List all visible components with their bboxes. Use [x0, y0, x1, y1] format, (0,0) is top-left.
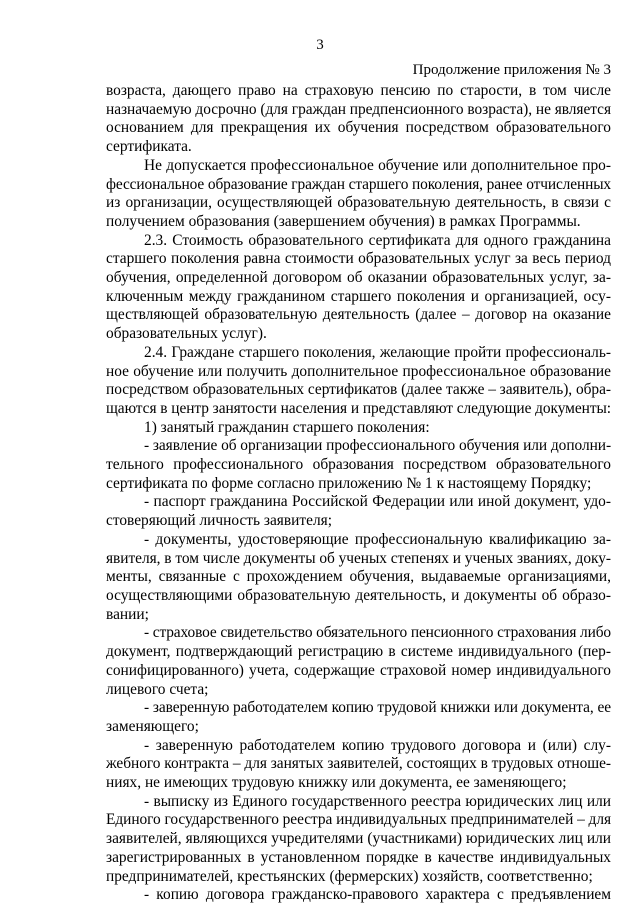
text-line: Единого государственного реестра индивидуальных предпринимателей – для — [106, 811, 611, 829]
text-line: документ, подтверждающий регистрацию в системе индивидуального (пер- — [106, 643, 611, 661]
text-line: 1) занятый гражданин старшего поколения: — [144, 418, 430, 436]
text-line: осуществляющими образовательную деятельность, и документы об образо- — [106, 586, 611, 604]
text-line: образовательных услуг). — [106, 325, 267, 343]
text-line: лицевого счета; — [106, 680, 209, 698]
text-line: Не допускается профессиональное обучение или дополнительное про- — [144, 156, 611, 174]
text-line: сонифицированного) учета, содержащие страховой номер индивидуального — [106, 661, 611, 679]
text-line: назначаемую досрочно (для граждан предпенсионного возраста), не является — [106, 100, 612, 118]
text-line: посредством образовательных сертификатов (далее также – заявитель), обра- — [106, 381, 611, 399]
text-line: менты, связанные с прохождением обучения, выдаваемые организациями, — [106, 568, 611, 586]
text-line: сертификата. — [106, 138, 192, 156]
text-line: - копию договора гражданско-правового характера с предъявлением — [144, 886, 611, 904]
text-line: 2.4. Граждане старшего поколения, желающие пройти профессиональ- — [144, 343, 611, 361]
text-line: обучения, определенной договором об оказании образовательных услуг, за- — [106, 269, 611, 287]
text-line: вании; — [106, 605, 149, 623]
text-line: сертификата по форме согласно приложению № 1 к настоящему Порядку; — [106, 474, 592, 492]
text-line: из организации, осуществляющей образовательную деятельность, в связи с — [106, 194, 611, 212]
text-line: тельного профессионального образования посредством образовательного — [106, 456, 611, 474]
text-line: зарегистрированных в установленном порядке в качестве индивидуальных — [106, 848, 611, 866]
text-line: - страховое свидетельство обязательного пенсионного страхования либо — [144, 624, 611, 642]
body-text — [106, 82, 611, 905]
page-number: 3 — [316, 37, 324, 53]
text-line: ключенным между гражданином старшего поколения и организацией, осу- — [106, 287, 611, 305]
text-line: заменяющего; — [106, 717, 199, 735]
running-header: Продолжение приложения № 3 — [412, 62, 611, 78]
text-line: получением образования (завершением обучения) в рамках Программы. — [106, 212, 581, 230]
text-line: щаются в центр занятости населения и представляют следующие документы: — [106, 399, 612, 417]
text-line: - заявление об организации профессионального обучения или дополни- — [144, 437, 612, 455]
text-line: 2.3. Стоимость образовательного сертификата для одного гражданина — [144, 231, 611, 249]
text-line: возраста, дающего право на страховую пенсию по старости, в том числе — [106, 82, 611, 99]
text-line: - документы, удостоверяющие профессиональную квалификацию за- — [144, 530, 611, 548]
text-line: фессиональное образование граждан старшего поколения, ранее отчисленных — [106, 175, 612, 193]
text-line: - выписку из Единого государственного реестра юридических лиц или — [144, 792, 611, 810]
text-line: ниях, не имеющих трудовую книжку или документа, ее заменяющего; — [106, 774, 567, 792]
text-line: - заверенную работодателем копию трудовой книжки или документа, ее — [144, 699, 611, 717]
text-line: стоверяющий личность заявителя; — [106, 512, 332, 530]
text-line: старшего поколения равна стоимости образовательных услуг за весь период — [106, 250, 611, 268]
text-line: предпринимателей, крестьянских (фермерских) хозяйств, соответственно; — [106, 867, 593, 885]
text-line: основанием для прекращения их обучения посредством образовательного — [106, 119, 611, 137]
text-line: жебного контракта – для занятых заявителей, состоящих в трудовых отноше- — [106, 755, 611, 773]
text-line: явителя, в том числе документы об ученых степенях и ученых званиях, доку- — [106, 549, 611, 567]
text-line: - заверенную работодателем копию трудового договора и (или) слу- — [144, 736, 611, 754]
text-line: заявителей, являющихся учредителями (участниками) юридических лиц или — [106, 830, 611, 848]
text-line: - паспорт гражданина Российской Федерации или иной документ, удо- — [144, 493, 611, 511]
text-line: ное обучение или получить дополнительное профессиональное образование — [106, 362, 611, 380]
text-line: ществляющей образовательную деятельность (далее – договор на оказание — [106, 306, 611, 324]
